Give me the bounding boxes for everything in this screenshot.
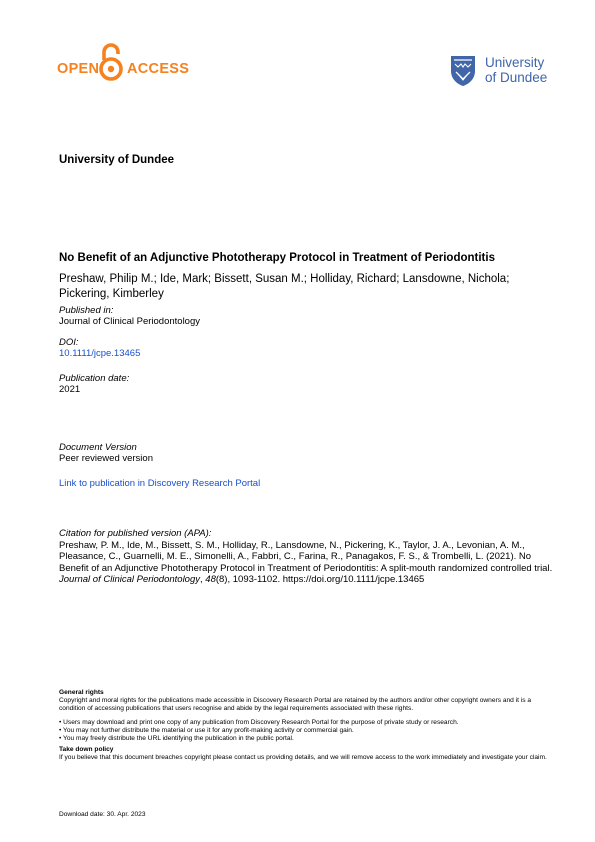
open-access-logo-right-text: ACCESS xyxy=(127,61,190,77)
citation-label: Citation for published version (APA): xyxy=(59,528,212,539)
rights-bullet: • You may not further distribute the material or use it for any profit-making activity or commercial gain. xyxy=(59,727,354,734)
institution-name: University of Dundee xyxy=(59,154,175,166)
publication-date-label: Publication date: xyxy=(59,373,130,384)
document-version-label: Document Version xyxy=(59,442,137,453)
portal-link[interactable]: Link to publication in Discovery Research Portal xyxy=(59,478,261,489)
citation-text: Preshaw, P. M., Ide, M., Bissett, S. M., Holliday, R., Lansdowne, N., Pickering, K., Taylor, J. A., Levonian, A. M., Pleasance, C., Guarnelli, M. E., Simonelli, A., Fabbri, C., Farina, R., Panagakos, F. S., & Trombelli, L. (2021). No Benefit of an Adjunctive Phototherapy Protocol in Treatment of Periodontitis: A split-mouth randomized controlled trial. Journal of Clinical Periodontology, 48(8), 1093-1102. https://doi.org/10.1111/jcpe.13465 xyxy=(59,539,553,585)
takedown-body: If you believe that this document breaches copyright please contact us providing details, and we will remove access to the work immediately and investigate your claim. xyxy=(59,754,547,761)
publication-date-section xyxy=(59,373,129,395)
university-of-dundee-logo xyxy=(450,52,560,94)
published-in-label: Published in: xyxy=(59,305,114,316)
author-list: Preshaw, Philip M.; Ide, Mark; Bissett, Susan M.; Holliday, Richard; Lansdowne, Nichola; Pickering, Kimberley xyxy=(59,273,510,300)
doi-section xyxy=(59,337,140,359)
citation-text-suffix: (8), 1093-1102. https://doi.org/10.1111/jcpe.13465 xyxy=(215,574,425,585)
published-in-value: Journal of Clinical Periodontology xyxy=(59,316,200,327)
open-lock-icon xyxy=(98,42,124,82)
citation-section xyxy=(59,528,559,586)
citation-text-prefix: Preshaw, P. M., Ide, M., Bissett, S. M., Holliday, R., Lansdowne, N., Pickering, K., Taylor, J. A., Levonian, A. M., Pleasance, C., Guarnelli, M. E., Simonelli, A., Fabbri, C., Farina, R., Panagakos, F. S., & Trombelli, L. (2021). No Benefit of an Adjunctive Phototherapy Protocol in Treatment of Periodontitis: A split-mouth randomized controlled trial. xyxy=(59,539,553,574)
citation-journal: Journal of Clinical Periodontology xyxy=(59,574,200,585)
university-shield-icon xyxy=(450,55,476,87)
citation-volume: 48 xyxy=(205,574,216,585)
publication-date-value: 2021 xyxy=(59,384,81,395)
rights-bullet: • You may freely distribute the URL identifying the publication in the public portal. xyxy=(59,735,294,742)
takedown-heading: Take down policy xyxy=(59,746,114,753)
download-date: Download date: 30. Apr. 2023 xyxy=(59,811,146,818)
university-logo-text xyxy=(485,55,547,85)
university-logo-line1: University xyxy=(485,55,545,70)
open-access-logo-left-text: OPEN xyxy=(57,61,100,77)
open-access-logo xyxy=(57,42,192,84)
general-rights-body: Copyright and moral rights for the publications made accessible in Discovery Research Portal are retained by the authors and/or other copyright owners and it is a condition of accessing publications that users recognise and abide by the legal requirements associated with these rights. xyxy=(59,697,532,712)
publication-title: No Benefit of an Adjunctive Phototherapy Protocol in Treatment of Periodontitis xyxy=(59,252,495,264)
document-version-value: Peer reviewed version xyxy=(59,453,153,464)
general-rights-heading: General rights xyxy=(59,689,104,696)
rights-section xyxy=(59,689,559,762)
doi-label: DOI: xyxy=(59,337,79,348)
university-logo-line2: of Dundee xyxy=(485,70,548,85)
document-version-section xyxy=(59,442,153,464)
published-in-section xyxy=(59,305,200,327)
doi-link[interactable]: 10.1111/jcpe.13465 xyxy=(59,348,141,359)
rights-bullet: • Users may download and print one copy of any publication from Discovery Research Portal for the purpose of private study or research. xyxy=(59,719,459,726)
